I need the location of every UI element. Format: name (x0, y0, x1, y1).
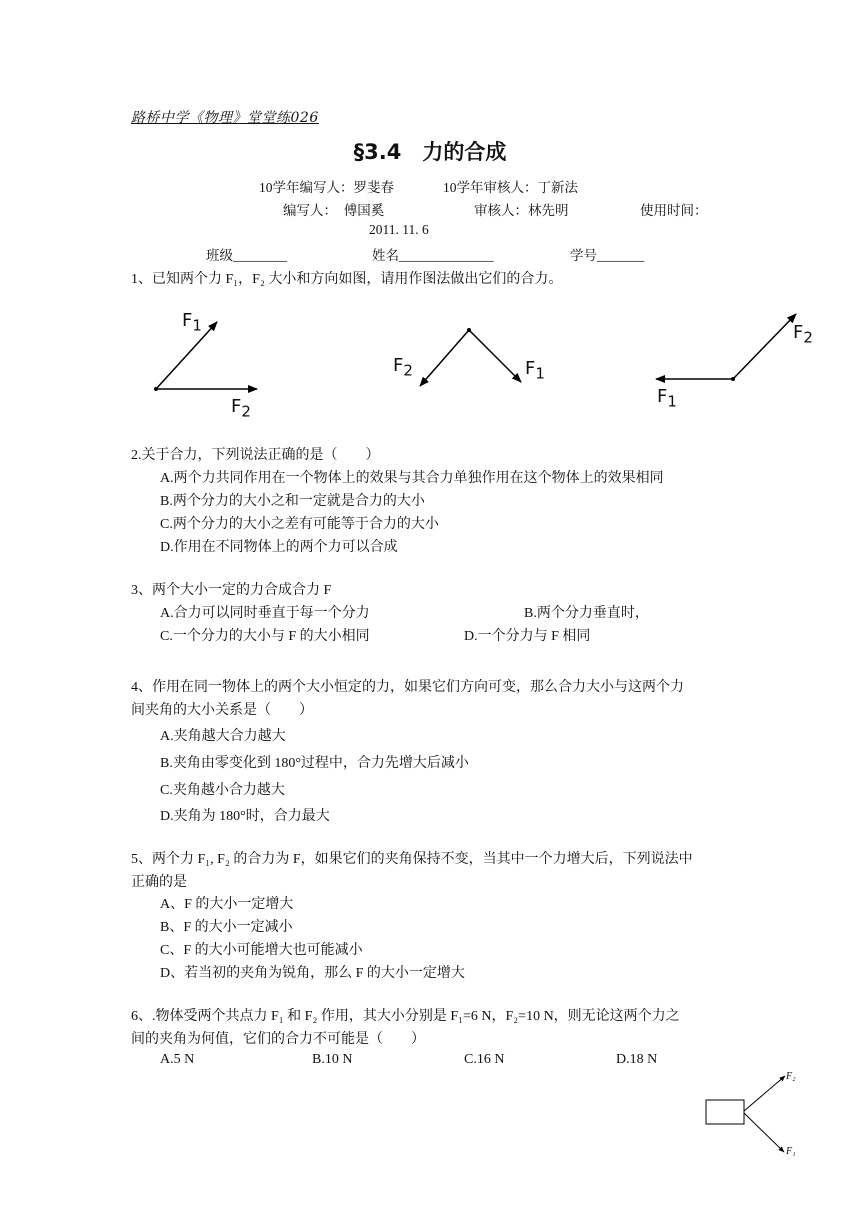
f2-arrow (733, 314, 796, 379)
q5-option-a: A、F 的大小一定增大 (160, 897, 294, 912)
author: 编写人： 傅国奚 (283, 203, 385, 218)
q4-option-a: A.夹角越大合力越大 (160, 729, 286, 744)
use-time-label: 使用时间： (640, 203, 708, 218)
q4-option-d: D.夹角为 180°时，合力最大 (160, 809, 330, 824)
q3-stem: 3、两个大小一定的力合成合力 F (131, 583, 332, 598)
q3-option-a: A.合力可以同时垂直于每一个分力 (160, 606, 370, 621)
q1-stem: 1、已知两个力 F₁，F₂ 大小和方向如图，请用作图法做出它们的合力。 (131, 272, 563, 287)
q4-stem-line1: 4、作用在同一物体上的两个大小恒定的力，如果它们方向可变，那么合力大小与这两个力 (131, 680, 684, 695)
q2-stem: 2.关于合力，下列说法正确的是（ ） (131, 448, 380, 463)
q4-option-b: B.夹角由零变化到 180°过程中，合力先增大后减小 (160, 756, 469, 771)
q1-figure-1 (140, 305, 280, 425)
q3-option-d: D.一个分力与 F 相同 (464, 629, 591, 644)
block (706, 1100, 744, 1124)
fig1-f2-label: $F_2$ (231, 396, 251, 421)
f1-arrow (744, 1113, 784, 1152)
f1-arrow (469, 330, 521, 382)
corner-f2-label: F₂ (786, 1071, 796, 1082)
student-number-field: 学号_______ (570, 248, 645, 263)
f2-arrow (744, 1076, 785, 1111)
fig3-f2-label: $F_2$ (793, 322, 813, 347)
corner-f1-label: F₁ (786, 1146, 796, 1157)
page-title: §3.4 力的合成 (353, 140, 507, 164)
fig2-f1-label: $F_1$ (525, 358, 545, 383)
q3-option-b: B.两个分力垂直时， (524, 606, 649, 621)
q2-option-a: A.两个力共同作用在一个物体上的效果与其合力单独作用在这个物体上的效果相同 (160, 471, 664, 486)
q5-stem-line2: 正确的是 (131, 875, 187, 890)
reviewer-2010: 10学年审核人：丁新法 (443, 180, 578, 195)
fig3-f1-label: $F_1$ (657, 386, 677, 411)
q2-option-b: B.两个分力的大小之和一定就是合力的大小 (160, 494, 425, 509)
q5-stem-line1: 5、两个力 F₁, F₂ 的合力为 F，如果它们的夹角保持不变，当其中一个力增大后，下列说法中 (131, 852, 693, 867)
q2-option-d: D.作用在不同物体上的两个力可以合成 (160, 540, 398, 555)
class-field: 班级________ (206, 248, 287, 263)
q6-stem-line1: 6、.物体受两个共点力 F₁ 和 F₂ 作用，其大小分别是 F₁=6 N，F₂=10 N，则无论这两个力之 (131, 1009, 680, 1024)
author-2010: 10学年编写人：罗斐春 (259, 180, 394, 195)
q6-option-c: C.16 N (464, 1052, 505, 1067)
q5-option-b: B、F 的大小一定减小 (160, 920, 293, 935)
fig1-f1-label: $F_1$ (182, 310, 202, 335)
q6-stem-line2: 间的夹角为何值，它们的合力不可能是（ ） (131, 1032, 425, 1047)
q6-option-b: B.10 N (312, 1052, 353, 1067)
q4-option-c: C.夹角越小合力越大 (160, 783, 285, 798)
school-header: 路桥中学《物理》堂堂练026 (131, 110, 319, 126)
q6-option-a: A.5 N (160, 1052, 195, 1067)
name-field: 姓名______________ (372, 248, 494, 263)
q2-option-c: C.两个分力的大小之差有可能等于合力的大小 (160, 517, 439, 532)
reviewer: 审核人：林先明 (474, 203, 569, 218)
f2-arrow (420, 330, 469, 386)
q1-figure-3 (650, 305, 800, 395)
fig2-f2-label: $F_2$ (393, 355, 413, 380)
q5-option-d: D、若当初的夹角为锐角，那么 F 的大小一定增大 (160, 966, 465, 981)
q4-stem-line2: 间夹角的大小关系是（ ） (131, 703, 313, 718)
date: 2011. 11. 6 (369, 222, 429, 237)
q5-option-c: C、F 的大小可能增大也可能减小 (160, 943, 363, 958)
q6-option-d: D.18 N (616, 1052, 658, 1067)
q3-option-c: C.一个分力的大小与 F 的大小相同 (160, 629, 370, 644)
